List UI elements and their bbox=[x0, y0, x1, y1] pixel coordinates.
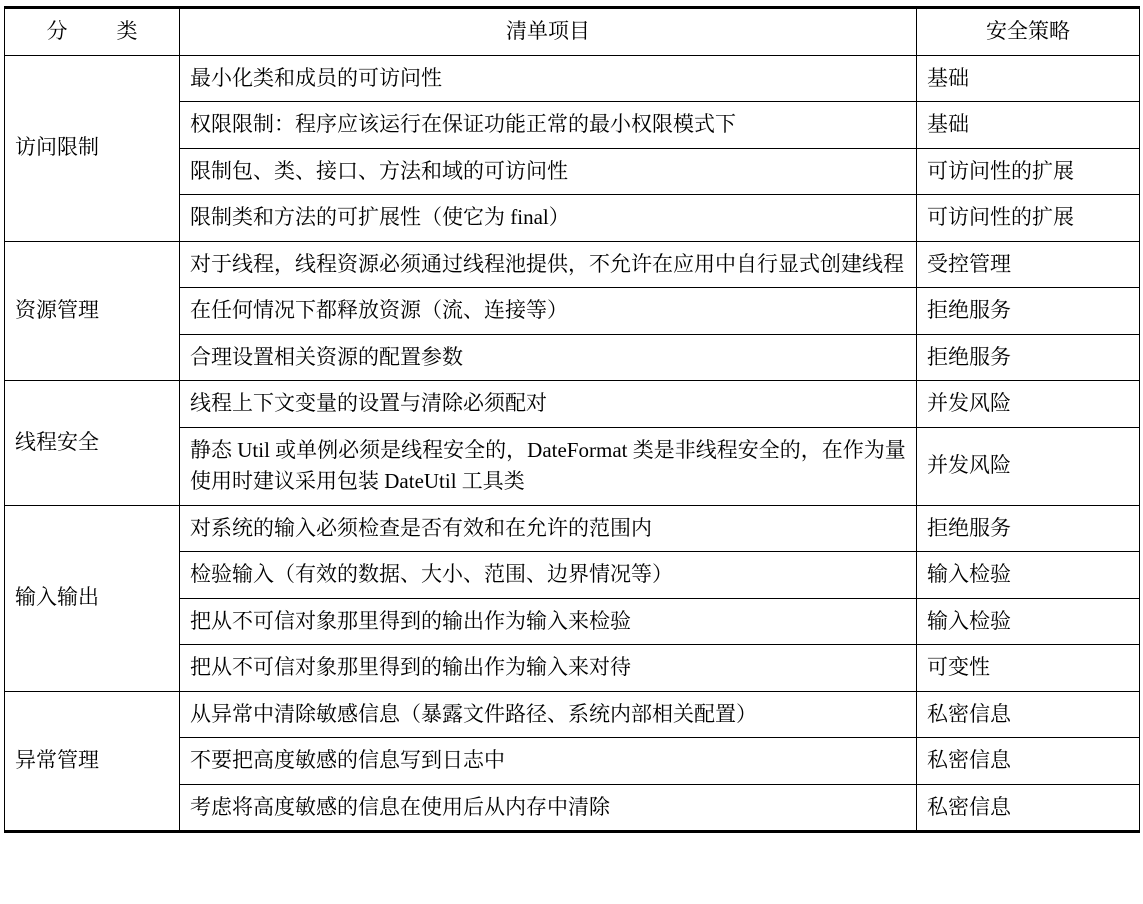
checklist-item-cell: 把从不可信对象那里得到的输出作为输入来对待 bbox=[180, 645, 917, 692]
policy-cell: 可访问性的扩展 bbox=[917, 195, 1140, 242]
checklist-item-cell: 在任何情况下都释放资源（流、连接等） bbox=[180, 288, 917, 335]
policy-cell: 输入检验 bbox=[917, 598, 1140, 645]
checklist-item-cell: 合理设置相关资源的配置参数 bbox=[180, 334, 917, 381]
policy-cell: 输入检验 bbox=[917, 552, 1140, 599]
checklist-item-cell: 检验输入（有效的数据、大小、范围、边界情况等） bbox=[180, 552, 917, 599]
policy-cell: 私密信息 bbox=[917, 691, 1140, 738]
policy-cell: 可访问性的扩展 bbox=[917, 148, 1140, 195]
header-category: 分 类 bbox=[5, 8, 180, 56]
policy-cell: 受控管理 bbox=[917, 241, 1140, 288]
checklist-item-cell: 线程上下文变量的设置与清除必须配对 bbox=[180, 381, 917, 428]
checklist-item-cell: 限制类和方法的可扩展性（使它为 final） bbox=[180, 195, 917, 242]
document-page bbox=[0, 6, 1143, 904]
policy-cell: 拒绝服务 bbox=[917, 334, 1140, 381]
checklist-item-cell: 限制包、类、接口、方法和域的可访问性 bbox=[180, 148, 917, 195]
checklist-item-cell: 权限限制：程序应该运行在保证功能正常的最小权限模式下 bbox=[180, 102, 917, 149]
checklist-item-cell: 静态 Util 或单例必须是线程安全的，DateFormat 类是非线程安全的，在作为量使用时建议采用包装 DateUtil 工具类 bbox=[180, 427, 917, 505]
policy-cell: 基础 bbox=[917, 102, 1140, 149]
table-row bbox=[5, 55, 1140, 102]
table-row bbox=[5, 381, 1140, 428]
checklist-item-cell: 从异常中清除敏感信息（暴露文件路径、系统内部相关配置） bbox=[180, 691, 917, 738]
table-row bbox=[5, 241, 1140, 288]
table-header-row bbox=[5, 8, 1140, 56]
table-row bbox=[5, 505, 1140, 552]
table-header bbox=[5, 8, 1140, 56]
policy-cell: 拒绝服务 bbox=[917, 505, 1140, 552]
checklist-item-cell: 把从不可信对象那里得到的输出作为输入来检验 bbox=[180, 598, 917, 645]
category-cell: 线程安全 bbox=[5, 381, 180, 506]
policy-cell: 并发风险 bbox=[917, 427, 1140, 505]
policy-cell: 私密信息 bbox=[917, 784, 1140, 832]
checklist-item-cell: 对系统的输入必须检查是否有效和在允许的范围内 bbox=[180, 505, 917, 552]
policy-cell: 可变性 bbox=[917, 645, 1140, 692]
checklist-item-cell: 不要把高度敏感的信息写到日志中 bbox=[180, 738, 917, 785]
policy-cell: 并发风险 bbox=[917, 381, 1140, 428]
header-item: 清单项目 bbox=[180, 8, 917, 56]
checklist-item-cell: 最小化类和成员的可访问性 bbox=[180, 55, 917, 102]
checklist-item-cell: 对于线程，线程资源必须通过线程池提供，不允许在应用中自行显式创建线程 bbox=[180, 241, 917, 288]
policy-cell: 拒绝服务 bbox=[917, 288, 1140, 335]
category-cell: 访问限制 bbox=[5, 55, 180, 241]
header-policy: 安全策略 bbox=[917, 8, 1140, 56]
security-checklist-table bbox=[4, 6, 1140, 833]
table-body bbox=[5, 55, 1140, 832]
category-cell: 异常管理 bbox=[5, 691, 180, 832]
checklist-item-cell: 考虑将高度敏感的信息在使用后从内存中清除 bbox=[180, 784, 917, 832]
policy-cell: 私密信息 bbox=[917, 738, 1140, 785]
policy-cell: 基础 bbox=[917, 55, 1140, 102]
table-row bbox=[5, 691, 1140, 738]
category-cell: 资源管理 bbox=[5, 241, 180, 381]
category-cell: 输入输出 bbox=[5, 505, 180, 691]
